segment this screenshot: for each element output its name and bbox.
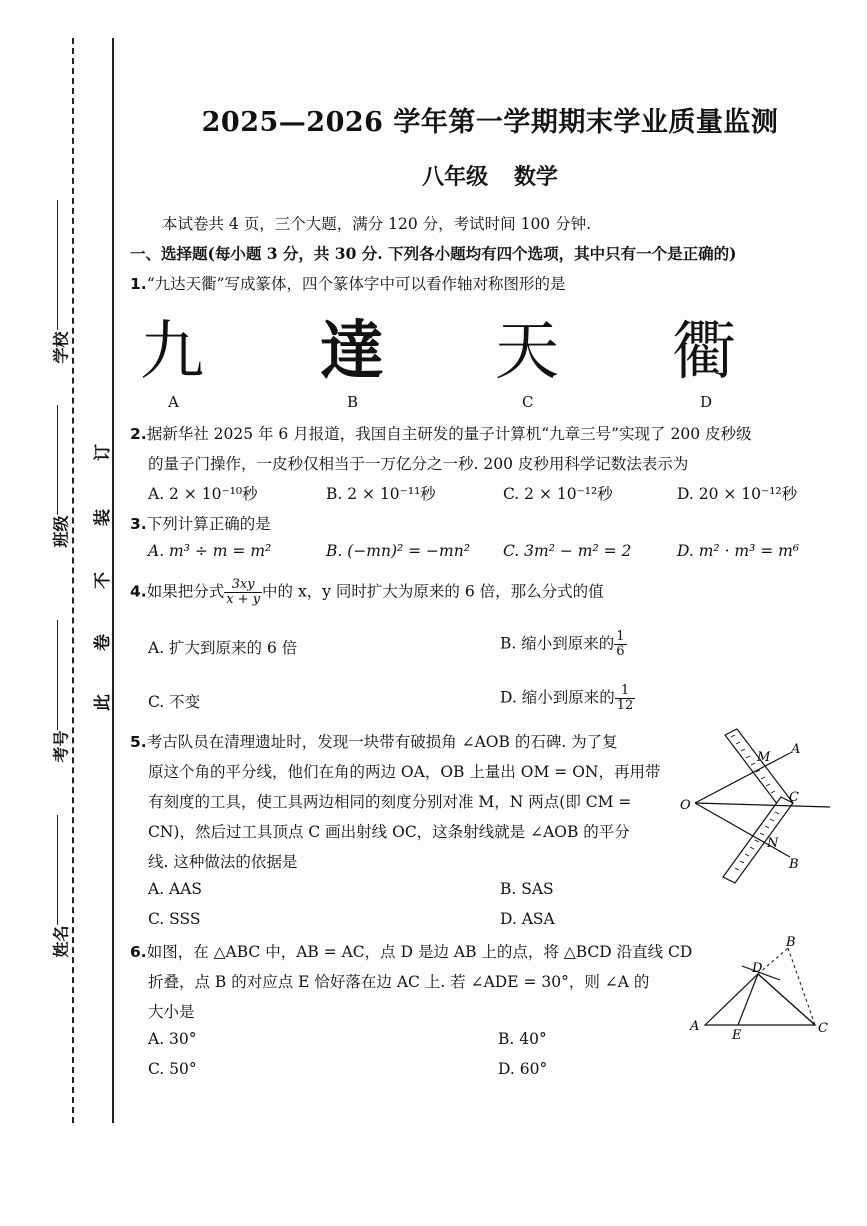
option-a: A. AAS [148, 880, 203, 898]
point-label-e: E [732, 1028, 742, 1043]
fraction-numerator: 3xy [224, 578, 262, 593]
triangle-fold-figure [680, 930, 840, 1045]
option-label-b: B [347, 393, 359, 411]
fraction-denominator: 12 [616, 698, 634, 713]
option-label-d: D [700, 393, 713, 411]
seal-script-glyph-d: 衢 [672, 315, 736, 389]
fraction-denominator: 6 [616, 644, 625, 659]
class-label: 班级 [51, 515, 71, 548]
option-b: B. 40° [498, 1030, 547, 1048]
question-text: 如图，在 △ABC 中，AB = AC，点 D 是边 AB 上的点，将 △BCD 沿直线 CD [146, 943, 693, 961]
question-6-line: 折叠，点 B 的对应点 E 恰好落在边 AC 上. 若 ∠ADE = 30°，则 ∠A 的 [148, 973, 650, 991]
seal-char: 卷 [93, 634, 113, 651]
fraction [224, 578, 262, 607]
option-d [500, 684, 635, 713]
fraction [615, 684, 636, 713]
question-text-after: 中的 x，y 同时扩大为原来的 6 倍，那么分式的值 [262, 582, 604, 601]
intro-text: 本试卷共 4 页，三个大题，满分 120 分，考试时间 100 分钟. [162, 215, 592, 233]
point-label-b: B [789, 857, 799, 872]
fraction-numerator: 1 [615, 684, 636, 699]
name-label: 姓名 [51, 925, 71, 958]
option-d: D. 20 × 10⁻¹²秒 [677, 485, 798, 503]
seal-char: 不 [93, 572, 113, 589]
seal-char: 装 [93, 509, 113, 526]
fraction-numerator: 1 [616, 629, 625, 644]
option-b: B. 2 × 10⁻¹¹秒 [326, 485, 436, 503]
option-a: A. m³ ÷ m = m² [148, 542, 272, 560]
question-text: “九达天衢”写成篆体，四个篆体字中可以看作轴对称图形的是 [146, 275, 566, 293]
question-5 [130, 730, 618, 752]
point-label-b: B [786, 935, 796, 950]
question-3 [130, 512, 271, 534]
option-a: A. 30° [148, 1030, 197, 1048]
ray-oc [695, 803, 830, 807]
option-d-text: D. 缩小到原来的 [500, 688, 615, 707]
question-text: 据新华社 2025 年 6 月报道，我国自主研发的量子计算机“九章三号”实现了 200 皮秒级 [146, 425, 752, 443]
point-label-m: M [757, 750, 771, 765]
option-b: B. (−mn)² = −mn² [326, 542, 470, 560]
option-c: C. 3m² − m² = 2 [503, 542, 632, 560]
option-c: C. 2 × 10⁻¹²秒 [503, 485, 613, 503]
question-5-line: 原这个角的平分线，他们在角的两边 OA，OB 上量出 OM = ON，再用带 [148, 763, 661, 781]
question-2 [130, 422, 752, 444]
question-5-line: 线. 这种做法的依据是 [148, 853, 298, 871]
option-b: B. SAS [500, 880, 554, 898]
option-a: A. 扩大到原来的 6 倍 [148, 639, 298, 657]
question-6 [130, 940, 692, 962]
point-label-n: N [767, 836, 779, 851]
option-c: C. SSS [148, 910, 201, 928]
option-d: D. ASA [500, 910, 555, 928]
point-label-d: D [752, 961, 763, 976]
name-underline [57, 815, 58, 925]
question-number: 5. [130, 733, 147, 751]
option-b-text: B. 缩小到原来的 [500, 634, 615, 653]
seal-char: 此 [93, 694, 113, 711]
question-number: 6. [130, 943, 147, 961]
point-label-a: A [791, 742, 801, 757]
question-text: 下列计算正确的是 [146, 515, 271, 533]
question-number: 4. [130, 582, 147, 601]
seal-script-glyph-c: 天 [495, 315, 559, 389]
seal-script-glyph-a: 九 [140, 315, 204, 389]
exam-no-label: 考号 [51, 730, 71, 763]
question-number: 3. [130, 515, 147, 533]
point-label-c: C [789, 790, 799, 805]
class-underline [57, 405, 58, 515]
option-c: C. 不变 [148, 693, 201, 711]
school-underline [57, 200, 58, 330]
option-c: C. 50° [148, 1060, 197, 1078]
option-b [500, 630, 627, 659]
exam-title: 2025—2026 学年第一学期期末学业质量监测 [201, 107, 779, 138]
question-text: 如果把分式 [146, 582, 225, 601]
school-label: 学校 [51, 331, 71, 364]
seal-char: 订 [93, 444, 113, 461]
option-d: D. 60° [498, 1060, 548, 1078]
segment-de [738, 974, 758, 1025]
question-2-line2: 的量子门操作，一皮秒仅相当于一万亿分之一秒. 200 皮秒用科学记数法表示为 [148, 455, 689, 473]
seal-script-glyph-b: 達 [320, 314, 384, 389]
question-5-line: CN)，然后过工具顶点 C 画出射线 OC，这条射线就是 ∠AOB 的平分 [148, 823, 630, 841]
section-heading: 一、选择题(每小题 3 分，共 30 分. 下列各小题均有四个选项，其中只有一个是正确的) [130, 244, 737, 263]
fraction-denominator: x + y [226, 592, 261, 607]
point-label-a: A [690, 1019, 700, 1034]
option-a: A. 2 × 10⁻¹⁰秒 [148, 485, 258, 503]
option-label-a: A [168, 393, 179, 411]
fraction [614, 630, 626, 659]
question-6-line: 大小是 [148, 1003, 195, 1021]
exam-subtitle: 八年级 数学 [422, 164, 558, 190]
question-1 [130, 272, 566, 294]
question-4 [130, 578, 604, 607]
exam-no-underline [57, 620, 58, 730]
angle-bisector-figure [675, 725, 835, 890]
triangle-abc [705, 974, 815, 1025]
question-5-line: 有刻度的工具，使工具两边相同的刻度分别对准 M，N 两点(即 CM = [148, 793, 632, 811]
question-number: 1. [130, 275, 147, 293]
question-number: 2. [130, 425, 147, 443]
point-label-o: O [680, 798, 691, 813]
question-text: 考古队员在清理遗址时，发现一块带有破损角 ∠AOB 的石碑. 为了复 [146, 733, 618, 751]
cut-line [72, 38, 74, 1123]
option-d: D. m² · m³ = m⁶ [677, 542, 800, 560]
option-label-c: C [522, 393, 534, 411]
segment-db-dashed [758, 948, 788, 974]
point-label-c: C [818, 1021, 828, 1036]
